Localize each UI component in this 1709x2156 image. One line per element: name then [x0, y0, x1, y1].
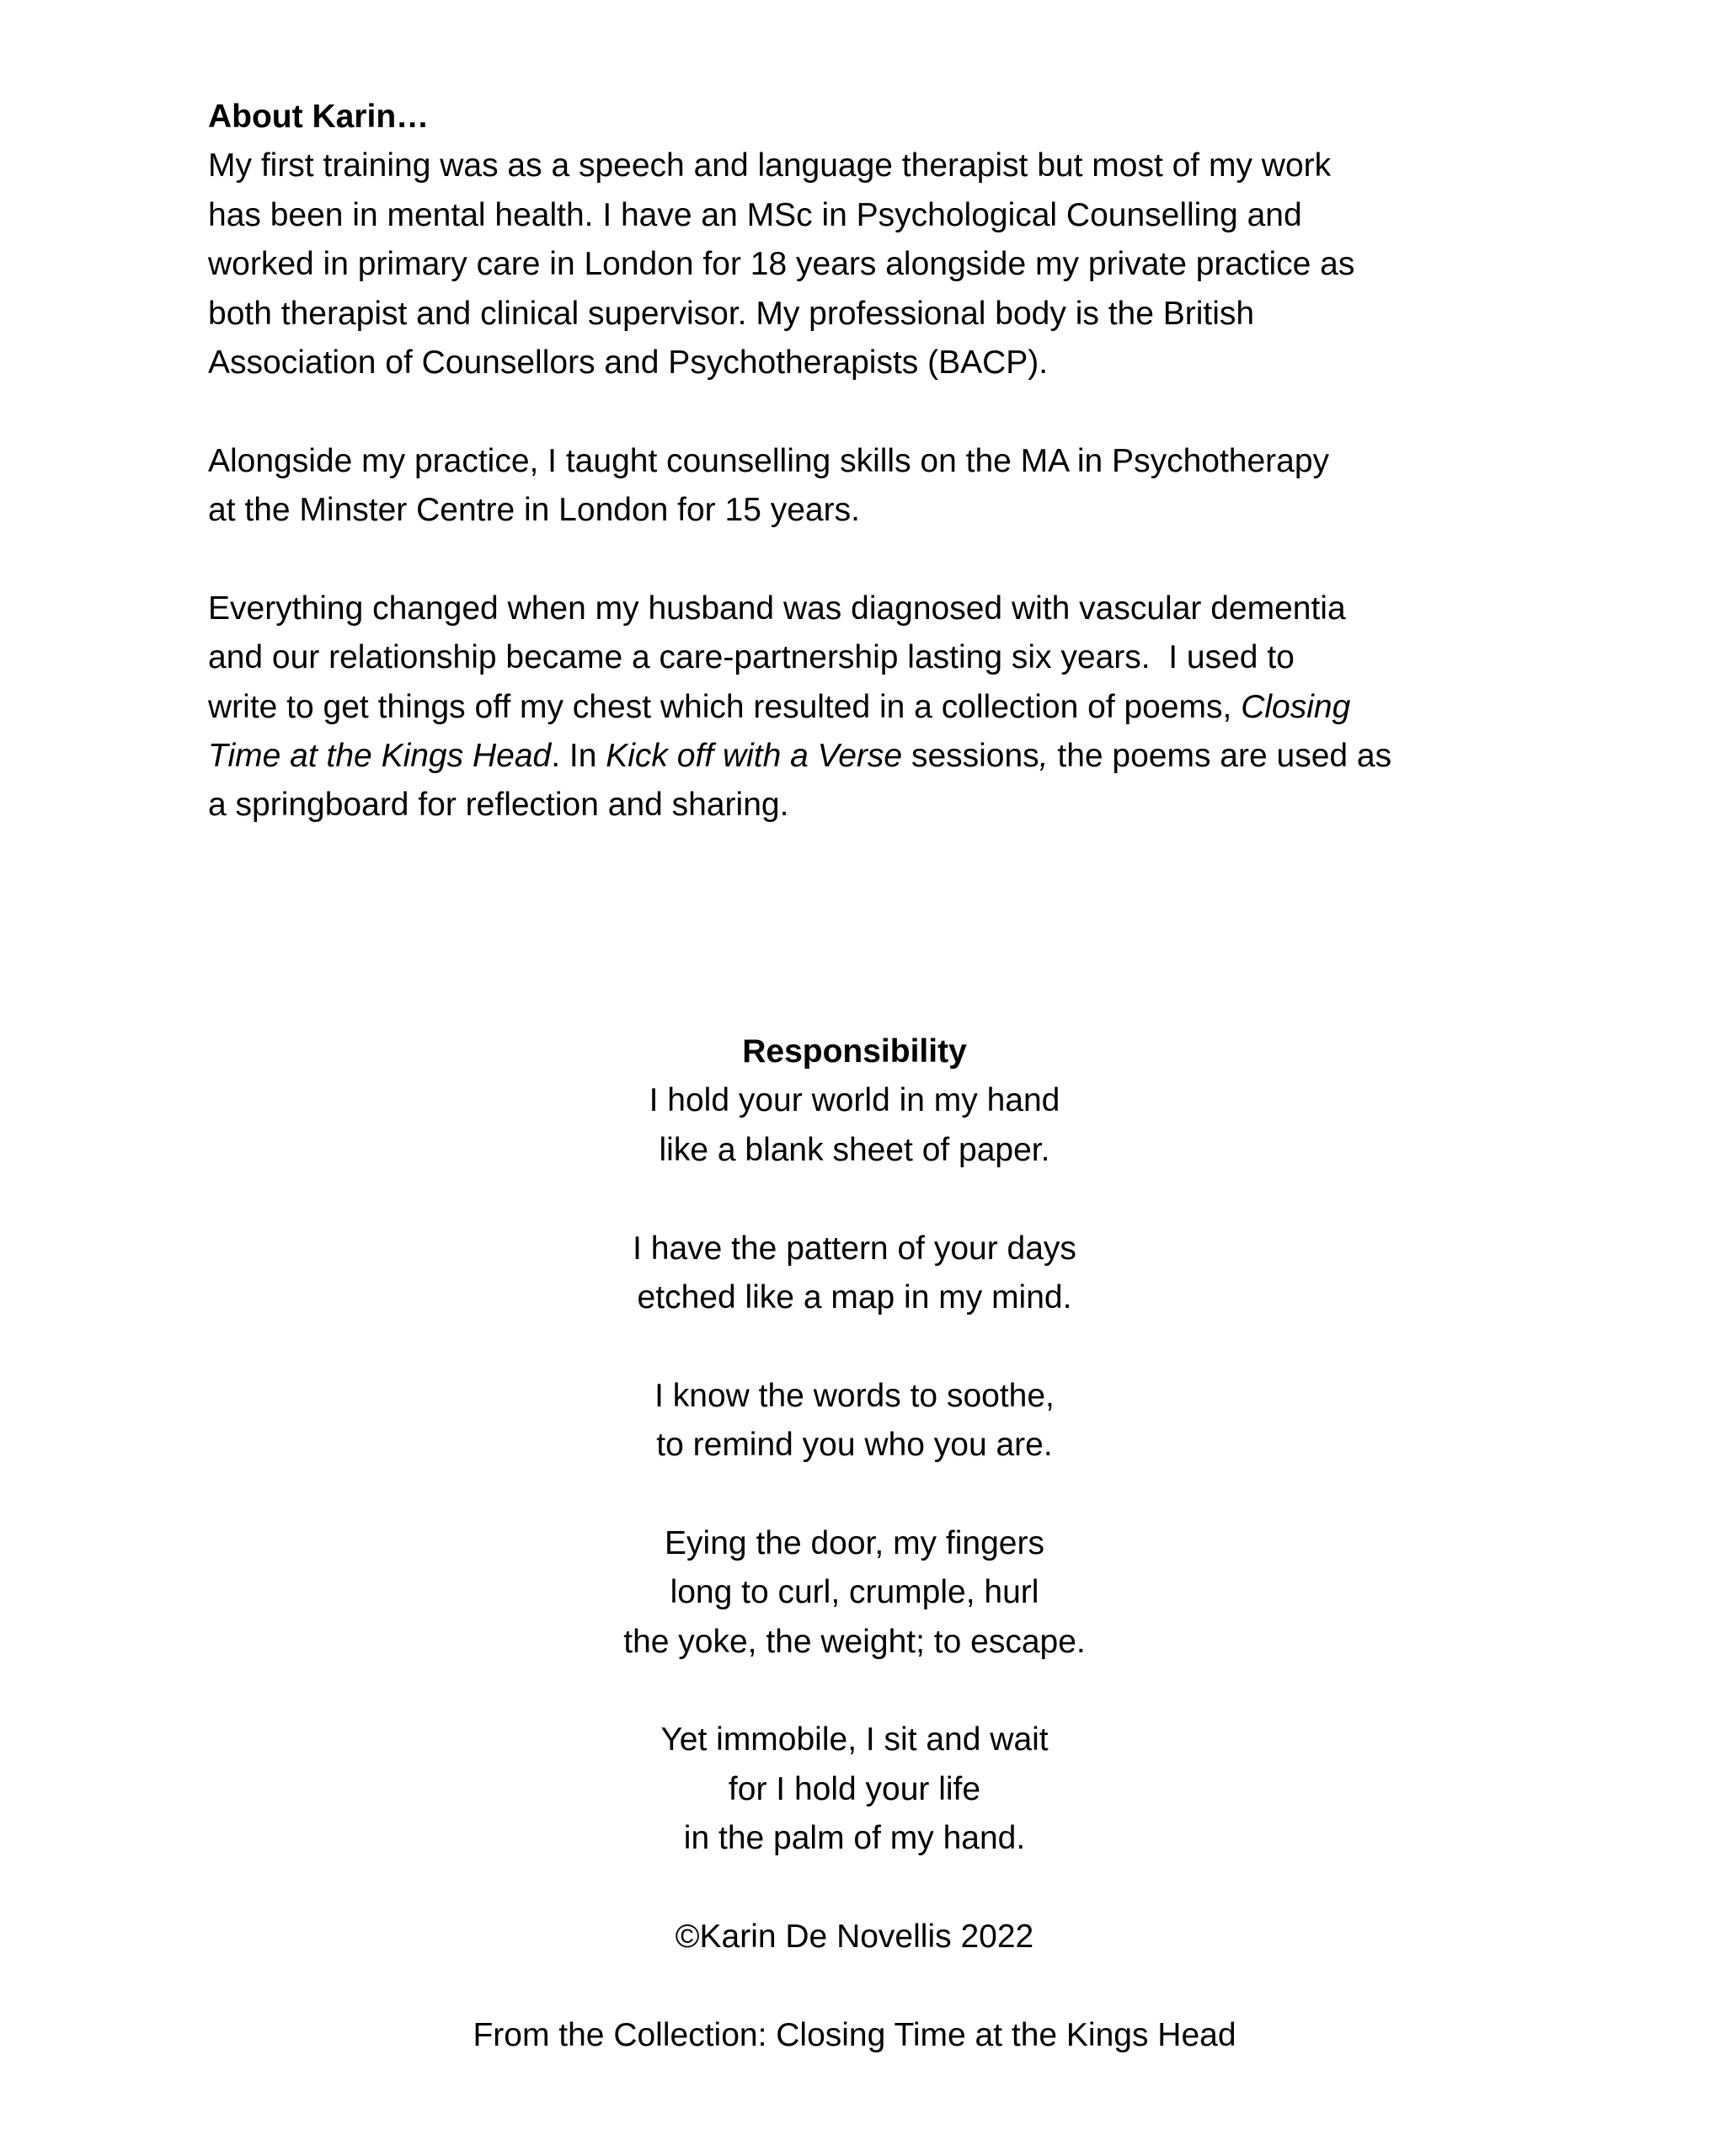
stanza-gap: [0, 1470, 1709, 1519]
poem-stanza: [0, 1076, 1709, 1175]
italic-comma: ,: [1039, 738, 1049, 775]
bio-line: a springboard for reflection and sharing.: [208, 787, 789, 824]
poem-title: Responsibility: [742, 1033, 967, 1070]
book-title-italic: Time at the Kings Head: [208, 738, 552, 775]
poem-line: the yoke, the weight; to escape.: [623, 1623, 1086, 1660]
section-gap: [0, 1961, 1709, 2010]
bio-text: write to get things off my chest which resulted in a collection of poems,: [208, 688, 1242, 725]
bio-line: Everything changed when my husband was diagnosed with vascular dementia: [208, 590, 1346, 627]
poem-line: in the palm of my hand.: [683, 1820, 1026, 1857]
paragraph-gap: [208, 387, 1522, 436]
bio-text: sessions: [902, 738, 1039, 775]
poem-stanza: [0, 1372, 1709, 1470]
bio-line: My first training was as a speech and language therapist but most of my work: [208, 147, 1332, 184]
stanza-gap: [0, 1175, 1709, 1224]
bio-line: has been in mental health. I have an MSc in Psychological Counselling and: [208, 196, 1302, 233]
about-section: [208, 93, 1522, 830]
paragraph-gap: [208, 536, 1522, 584]
poem-line: I know the words to soothe,: [654, 1377, 1055, 1414]
poem-section: [0, 1027, 1709, 2060]
poem-stanza: [0, 1519, 1709, 1667]
poem-line: to remind you who you are.: [656, 1427, 1053, 1464]
poem-line: long to curl, crumple, hurl: [670, 1574, 1039, 1611]
bio-line: Alongside my practice, I taught counselling skills on the MA in Psychotherapy: [208, 442, 1330, 479]
poem-line: Eying the door, my fingers: [665, 1524, 1044, 1561]
stanza-gap: [0, 1864, 1709, 1913]
poem-line: for I hold your life: [728, 1770, 981, 1807]
poem-line: I have the pattern of your days: [633, 1230, 1076, 1267]
bio-line: [208, 732, 1522, 781]
bio-line: both therapist and clinical supervisor. My professional body is the British: [208, 295, 1255, 332]
session-name-italic: Kick off with a Verse: [606, 738, 903, 775]
bio-line: and our relationship became a care-partnership lasting six years. I used to: [208, 639, 1295, 676]
bio-text: the poems are used as: [1048, 738, 1392, 775]
bio-line: worked in primary care in London for 18 years alongside my private practice as: [208, 246, 1355, 283]
stanza-gap: [0, 1667, 1709, 1716]
copyright-notice: ©Karin De Novellis 2022: [675, 1919, 1034, 1956]
poem-stanza: [0, 1716, 1709, 1863]
poem-line: like a blank sheet of paper.: [659, 1131, 1050, 1168]
bio-paragraph-3: [208, 584, 1522, 830]
poem-stanza: [0, 1225, 1709, 1323]
bio-line: at the Minster Centre in London for 15 years.: [208, 492, 860, 529]
bio-line: [208, 683, 1522, 732]
bio-paragraph-2: [208, 437, 1522, 536]
bio-text: . In: [551, 738, 606, 775]
book-title-italic: Closing: [1241, 688, 1351, 725]
about-heading: About Karin…: [208, 99, 430, 135]
stanza-gap: [0, 1322, 1709, 1371]
poem-line: etched like a map in my mind.: [637, 1278, 1072, 1315]
poem-line: Yet immobile, I sit and wait: [660, 1721, 1049, 1758]
collection-source: From the Collection: Closing Time at the Kings Head: [473, 2016, 1236, 2053]
poem-line: I hold your world in my hand: [649, 1082, 1060, 1119]
bio-paragraph-1: [208, 141, 1522, 387]
bio-line: Association of Counsellors and Psychotherapists (BACP).: [208, 344, 1049, 381]
